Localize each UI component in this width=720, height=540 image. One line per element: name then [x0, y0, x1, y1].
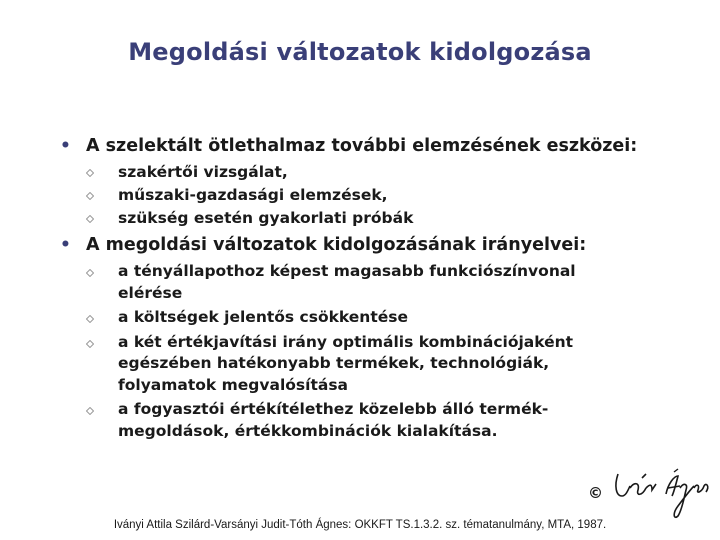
list-item [58, 161, 698, 184]
list-item-line: a fogyasztói értékítélethez közelebb álló termék- [118, 400, 549, 418]
diamond-marker-icon [86, 192, 94, 200]
list-item-line: a költségek jelentős csökkentése [118, 308, 409, 326]
list-item [58, 332, 698, 397]
list-item-line: egészében hatékonyabb termékek, technológiák, [118, 354, 550, 372]
handwritten-signature [608, 466, 712, 520]
list-item [58, 399, 698, 442]
diamond-marker-icon [86, 407, 94, 415]
list-item-text: szakértői vizsgálat, [118, 163, 288, 181]
bullet-dot-icon: • [60, 235, 71, 255]
bullet-1 [58, 134, 698, 158]
list-item-text: szükség esetén gyakorlati próbák [118, 209, 414, 227]
copyright-symbol: © [588, 484, 603, 502]
diamond-marker-icon [86, 169, 94, 177]
list-item-line: folyamatok megvalósítása [118, 375, 349, 394]
bullet-dot-icon: • [60, 136, 71, 156]
list-item-text: műszaki-gazdasági elemzések, [118, 186, 388, 204]
list-item-line: megoldások, értékkombinációk kialakítása. [118, 421, 498, 440]
list-item [58, 207, 698, 230]
diamond-marker-icon [86, 269, 94, 277]
list-item [58, 184, 698, 207]
list-item-line: a tényállapothoz képest magasabb funkciószínvonal [118, 262, 576, 280]
bullet-2-sublist [58, 261, 698, 442]
diamond-marker-icon [86, 215, 94, 223]
slide-content [58, 134, 698, 445]
bullet-2-text: A megoldási változatok kidolgozásának irányelvei: [86, 235, 587, 255]
list-item [58, 307, 698, 329]
source-citation: Iványi Attila Szilárd-Varsányi Judit-Tóth Ágnes: OKKFT TS.1.3.2. sz. tématanulmány, MTA, 1987. [113, 519, 607, 531]
list-item-line: elérése [118, 283, 183, 302]
slide-title: Megoldási változatok kidolgozása [128, 38, 592, 66]
diamond-marker-icon [86, 315, 94, 323]
list-item [58, 261, 698, 304]
bullet-1-sublist [58, 161, 698, 230]
list-item-line: a két értékjavítási irány optimális kombinációjaként [118, 332, 574, 351]
bullet-2 [58, 233, 698, 257]
diamond-marker-icon [86, 340, 94, 348]
bullet-1-text: A szelektált ötlethalmaz további elemzésének eszközei: [86, 136, 638, 156]
